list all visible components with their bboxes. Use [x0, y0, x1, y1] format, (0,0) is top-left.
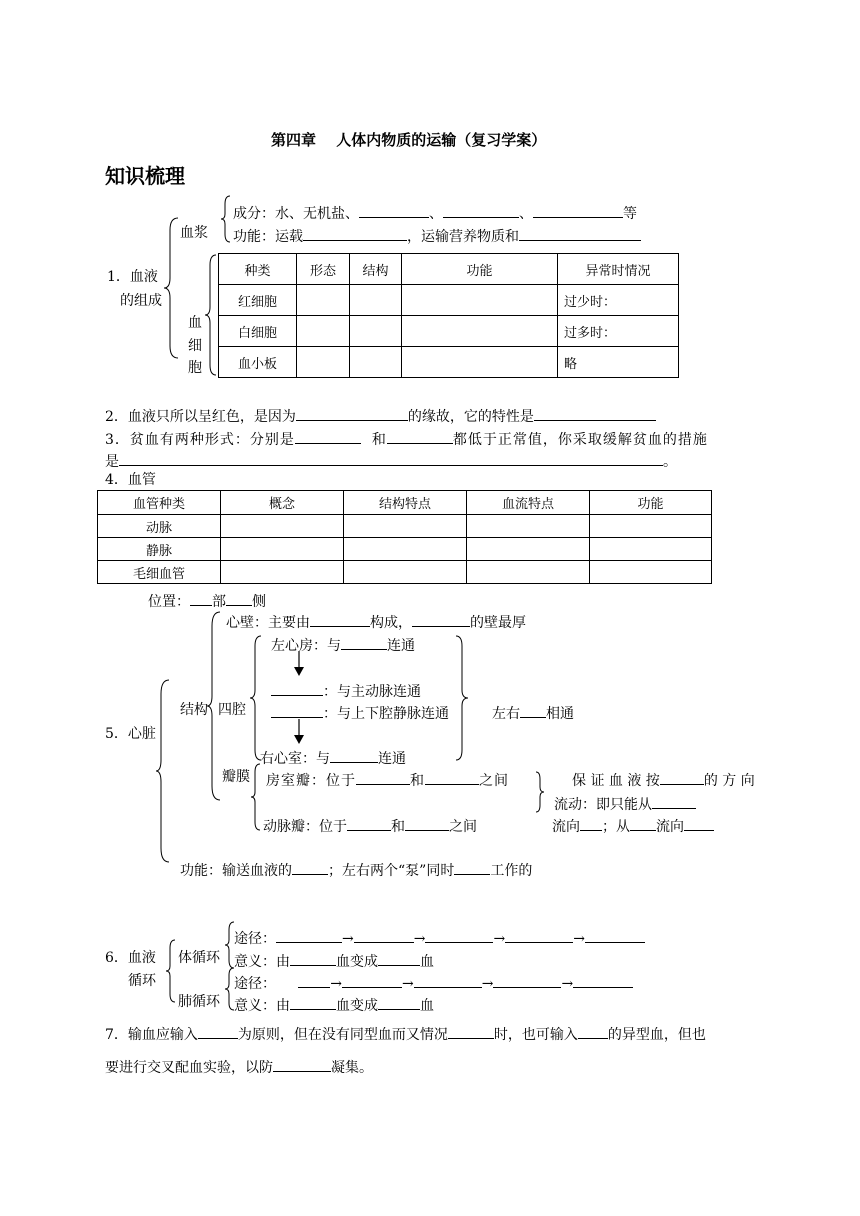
blank — [119, 451, 663, 466]
blank — [295, 429, 361, 444]
blood-cell-table — [218, 253, 679, 378]
table-header: 血管种类 — [98, 491, 221, 515]
blank — [359, 203, 429, 218]
q6-label-2: 循环 — [128, 973, 156, 989]
blank — [341, 635, 387, 650]
blank — [378, 995, 420, 1010]
q2: 2．血液只所以呈红色，是因为 的缘故，它的特性是 — [105, 406, 656, 424]
table-header: 概念 — [221, 491, 344, 515]
systemic-meaning: 意义：由 血变成 血 — [234, 951, 434, 969]
blank — [271, 681, 323, 696]
blank — [505, 928, 573, 943]
blank — [342, 973, 402, 988]
cells-label-1: 血 — [188, 315, 202, 331]
blank — [356, 770, 410, 785]
q1-label-2: 的组成 — [120, 293, 162, 309]
blank — [292, 860, 328, 875]
table-header: 种类 — [219, 254, 297, 285]
blank — [534, 406, 656, 421]
blank — [652, 794, 696, 809]
av-valve: 房室瓣：位于 和 之间 — [266, 770, 509, 788]
blank — [412, 612, 470, 627]
blank — [425, 928, 493, 943]
cells-label-2: 细 — [188, 338, 202, 354]
pulmonary-meaning: 意义：由 血变成 血 — [234, 995, 434, 1013]
flow-direction: 流动：即只能从 — [554, 794, 696, 812]
chambers-brace-right — [455, 636, 469, 760]
valve-result-brace — [535, 772, 545, 812]
blank — [425, 770, 479, 785]
blank — [347, 816, 391, 831]
blank — [414, 973, 482, 988]
down-arrow-icon — [293, 651, 305, 677]
blank — [190, 591, 212, 606]
blank — [443, 203, 519, 218]
q1-label: 1．血液 — [107, 269, 158, 285]
blank — [660, 770, 704, 785]
systemic-label: 体循环 — [178, 950, 220, 966]
blank — [520, 703, 546, 718]
left-ventricle: ：与主动脉连通 — [271, 681, 421, 699]
structure-label: 结构 — [180, 702, 208, 718]
blank — [198, 1024, 238, 1039]
heart-brace — [156, 680, 170, 862]
page-title: 第四章 人体内物质的运输（复习学案） — [271, 131, 547, 149]
right-ventricle: 右心室：与 连通 — [260, 748, 406, 766]
blank — [273, 1057, 331, 1072]
blank — [290, 995, 336, 1010]
chambers-label: 四腔 — [218, 702, 246, 718]
table-row: 红细胞 过少时： — [219, 285, 679, 316]
blank — [585, 928, 645, 943]
blank — [330, 748, 378, 763]
table-row: 白细胞 过多时： — [219, 316, 679, 347]
q3-line2: 是 。 — [105, 451, 677, 469]
chambers-brace-left — [250, 636, 262, 760]
blank — [290, 951, 336, 966]
cells-brace — [205, 255, 217, 375]
table-header: 血流特点 — [467, 491, 590, 515]
blank — [276, 928, 342, 943]
plasma-function: 功能：运载 ，运输营养物质和 — [233, 226, 641, 244]
table-row: 毛细血管 — [98, 561, 712, 584]
table-header: 结构特点 — [344, 491, 467, 515]
pulmonary-label: 肺循环 — [178, 994, 220, 1010]
q7-line2: 要进行交叉配血实验，以防 凝集。 — [105, 1057, 373, 1075]
cells-label-3: 胞 — [188, 360, 202, 376]
blank — [378, 951, 420, 966]
blank — [578, 1024, 608, 1039]
section-heading: 知识梳理 — [105, 164, 185, 188]
pulmonary-path: 途径： → → → → — [234, 973, 633, 991]
blank — [684, 816, 714, 831]
blank — [630, 816, 656, 831]
systemic-path: 途径： → → → → — [234, 928, 645, 946]
circulation-brace — [166, 940, 176, 1002]
blank — [454, 860, 490, 875]
valve-label: 瓣膜 — [222, 769, 250, 785]
left-right-connection: 左右 相通 — [492, 703, 574, 721]
valve-brace — [251, 764, 261, 830]
table-row: 动脉 — [98, 515, 712, 538]
q5-label: 5．心脏 — [105, 726, 156, 742]
blank — [354, 928, 414, 943]
blank — [533, 203, 623, 218]
q1-brace — [164, 218, 180, 358]
vessel-table — [97, 490, 712, 584]
table-header: 功能 — [590, 491, 712, 515]
q7-line1: 7．输血应输入 为原则，但在没有同型血而又情况 时，也可输入 的异型血，但也 — [105, 1024, 706, 1042]
table-row: 静脉 — [98, 538, 712, 561]
blank — [310, 612, 370, 627]
flow-direction-2: 流向 ；从 流向 — [552, 816, 714, 834]
left-atrium: 左心房：与 连通 — [271, 635, 415, 653]
table-header: 异常时情况 — [558, 254, 679, 285]
blank — [580, 816, 602, 831]
down-arrow-icon — [293, 719, 305, 745]
blank — [405, 816, 449, 831]
right-atrium: ：与上下腔静脉连通 — [271, 703, 449, 721]
heart-wall: 心壁：主要由 构成， 的壁最厚 — [226, 612, 526, 630]
semilunar-valve: 动脉瓣：位于 和 之间 — [263, 816, 477, 834]
blank — [226, 591, 252, 606]
blank — [303, 226, 407, 241]
heart-position: 位置： 部 侧 — [148, 591, 266, 609]
blank — [298, 973, 330, 988]
plasma-label: 血浆 — [180, 225, 208, 241]
blank — [296, 406, 408, 421]
blank — [448, 1024, 494, 1039]
heart-function: 功能：输送血液的 ；左右两个“泵”同时 工作的 — [180, 860, 532, 878]
plasma-composition: 成分：水、无机盐、 、 、 等 — [233, 203, 637, 221]
table-header: 结构 — [350, 254, 402, 285]
blank — [519, 226, 641, 241]
q6-label: 6．血液 — [105, 950, 156, 966]
q3-line1: 3．贫血有两种形式：分别是 和 都低于正常值，你采取缓解贫血的措施 — [105, 429, 708, 447]
blank — [271, 703, 323, 718]
blank — [387, 429, 453, 444]
table-header: 形态 — [297, 254, 350, 285]
blank — [493, 973, 561, 988]
plasma-brace — [221, 196, 231, 242]
table-header: 功能 — [402, 254, 558, 285]
q4-label: 4．血管 — [105, 472, 156, 488]
blank — [573, 973, 633, 988]
table-row: 血小板 略 — [219, 347, 679, 378]
ensure-direction: 保 证 血 液 按 的 方 向 — [572, 770, 755, 788]
